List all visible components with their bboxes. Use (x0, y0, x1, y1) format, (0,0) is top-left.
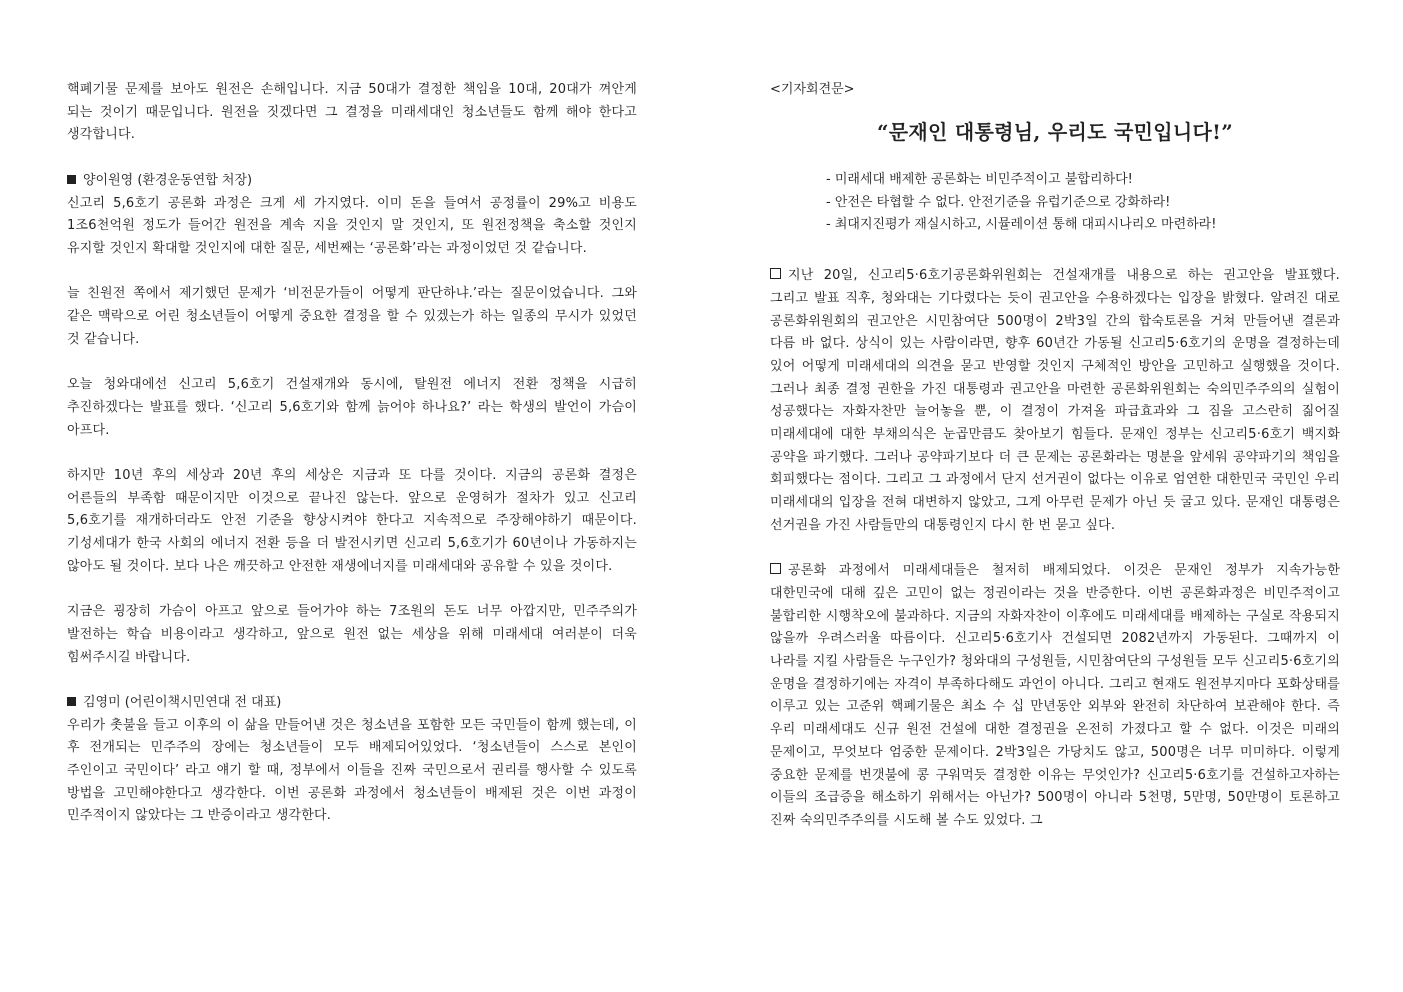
statement-paragraph-2 (770, 560, 1340, 832)
empty-square-bullet-icon (770, 268, 781, 279)
intro-paragraph: 핵폐기물 문제를 보아도 원전은 손해입니다. 지금 50대가 결정한 책임을 10대, 20대가 껴안게 되는 것이기 때문입니다. 원전을 짓겠다면 그 결정을 미래세대인 청소년들도 함께 해야 한다고 생각합니다. (67, 82, 637, 143)
claim-item: - 미래세대 배제한 공론화는 비민주적이고 불합리하다! (826, 172, 1133, 187)
claims-list (826, 169, 1340, 237)
speaker1-paragraph-1: 신고리 5,6호기 공론화 과정은 크게 세 가지였다. 이미 돈을 들여서 공정률이 29%고 비용도 1조6천억원 정도가 들어간 원전을 계속 지을 것인지 말 것인지, 또 원전정책을 축소할 것인지 유지할 것인지 확대할 것인지에 대한 질문, 세번째는 ‘공론화’라는 과정이었던 것 같습니다. (67, 195, 637, 256)
speaker1-paragraph-5: 지금은 굉장히 가슴이 아프고 앞으로 들어가야 하는 7조원의 돈도 너무 아깝지만, 민주주의가 발전하는 학습 비용이라고 생각하고, 앞으로 원전 없는 세상을 위해 미래세대 여러분이 더욱 힘써주시길 바랍니다. (67, 604, 637, 665)
statement-paragraph-2-text: 공론화 과정에서 미래세대들은 철저히 배제되었다. 이것은 문재인 정부가 지속가능한 대한민국에 대해 깊은 고민이 없는 정권이라는 것을 반증한다. 이번 공론화과정은 비민주적이고 불합리한 시행착오에 불과하다. 지금의 자화자찬이 이후에도 미래세대를 배제하는 구실로 작용되지 않을까 우려스러울 따름이다. 신고리5·6호기사 건설되면 2082년까지 가동된다. 그때까지 이 나라를 지킬 사람들은 누구인가? 청와대의 구성원들, 시민참여단의 구성원들 모두 신고리5·6호기의 운명을 결정하기에는 자격이 부족하다해도 과언이 아니다. 그리고 현재도 원전부지마다 포화상태를 이루고 있는 고준위 핵폐기물은 최소 수 십 만년동안 외부와 완전히 차단하여 보관해야 한다. 즉 우리 미래세대도 신규 원전 건설에 대한 결정권을 온전히 가졌다고 할 수 없다. 이것은 미래의 문제이고, 무엇보다 엄중한 문제이다. 2박3일은 가당치도 않고, 500명은 너무 미미하다. 이렇게 중요한 문제를 번갯불에 콩 구워먹듯 결정한 이유는 무엇인가? 신고리5·6호기를 건설하고자하는 이들의 조급증을 해소하기 위해서는 아닌가? 500명이 아니라 5천명, 5만명, 50만명이 토론하고 진짜 숙의민주주의를 시도해 볼 수도 있었다. 그 (770, 563, 1340, 828)
claim-item: - 최대지진평가 재실시하고, 시뮬레이션 통해 대피시나리오 마련하라! (826, 217, 1217, 233)
left-column (67, 79, 637, 828)
speaker-heading-2 (67, 692, 637, 715)
speaker1-paragraph-3: 오늘 청와대에선 신고리 5,6호기 건설재개와 동시에, 탈원전 에너지 전환 정책을 시급히 추진하겠다는 발표를 했다. ‘신고리 5,6호기와 함께 늙어야 하나요?’ 라는 학생의 발언이 가슴이 아프다. (67, 377, 637, 438)
speaker-name-1: 양이원영 (환경운동연합 처장) (83, 172, 253, 188)
empty-square-bullet-icon (770, 563, 781, 574)
left-page (0, 0, 701, 992)
statement-paragraph-1-text: 지난 20일, 신고리5·6호기공론화위원회는 건설재개를 내용으로 하는 권고안을 발표했다. 그리고 발표 직후, 청와대는 기다렸다는 듯이 권고안을 수용하겠다는 입장을 밝혔다. 알려진 대로 공론화위원회의 권고안은 시민참여단 500명이 2박3일 간의 합숙토론을 거쳐 만들어낸 결론과 다름 바 없다. 상식이 있는 사람이라면, 향후 60년간 가동될 신고리5·6호기의 운명을 결정하는데 있어 어떻게 미래세대의 의견을 묻고 반영할 것인지 구체적인 방안을 고민하고 실행했을 것이다. 그러나 최종 결정 권한을 가진 대통령과 권고안을 마련한 공론화위원회는 숙의민주주의의 실험이 성공했다는 자화자찬만 늘어놓을 뿐, 이 결정이 가져올 파급효과와 그 짐을 고스란히 짊어질 미래세대에 대한 부채의식은 눈곱만큼도 찾아보기 힘들다. 문재인 정부는 신고리5·6호기 백지화 공약을 파기했다. 그러나 공약파기보다 더 큰 문제는 공론화라는 명분을 앞세워 공약파기의 책임을 회피했다는 점이다. 그리고 그 과정에서 단지 선거권이 없다는 이유로 엄연한 대한민국 국민인 우리 미래세대의 입장을 전혀 대변하지 않았고, 그게 아무런 문제가 아닌 듯 굴고 있다. 문재인 대통령은 선거권을 가진 사람들만의 대통령인지 다시 한 번 묻고 싶다. (770, 268, 1340, 533)
speaker-name-2: 김영미 (어린이책시민연대 전 대표) (83, 694, 282, 710)
document-tag: <기자회견문> (770, 82, 855, 97)
statement-paragraph-1 (770, 265, 1340, 537)
speaker2-paragraph-1: 우리가 촛불을 들고 이후의 이 삶을 만들어낸 것은 청소년을 포함한 모든 국민들이 함께 했는데, 이 후 전개되는 민주주의 장에는 청소년들이 모두 배제되어있었다. ‘청소년들이 스스로 본인이 주인이고 국민이다’ 라고 얘기 할 때, 정부에서 이들을 진짜 국민으로서 권리를 행사할 수 있도록 방법을 고민해야한다고 생각한다. 이번 공론화 과정에서 청소년들이 배제된 것은 이번 과정이 민주적이지 않았다는 그 반증이라고 생각한다. (67, 717, 637, 824)
speaker-heading-1 (67, 170, 637, 193)
right-page (702, 0, 1403, 992)
speaker1-paragraph-4: 하지만 10년 후의 세상과 20년 후의 세상은 지금과 또 다를 것이다. 지금의 공론화 결정은 어른들의 부족함 때문이지만 이것으로 끝나진 않는다. 앞으로 운영허가 절차가 있고 신고리 5,6호기를 재개하더라도 안전 기준을 향상시켜야 한다고 지속적으로 주장해야하기 때문이다. 기성세대가 한국 사회의 에너지 전환 등을 더 발전시키면 신고리 5,6호기가 60년이나 가동하지는 않아도 될 것이다. 보다 나은 깨끗하고 안전한 재생에너지를 미래세대와 공유할 수 있을 것이다. (67, 467, 637, 574)
claim-item: - 안전은 타협할 수 없다. 안전기준을 유럽기준으로 강화하라! (826, 194, 1171, 210)
document-title: “문재인 대통령님, 우리도 국민입니다!” (876, 120, 1234, 144)
speaker1-paragraph-2: 늘 친원전 쪽에서 제기했던 문제가 ‘비전문가들이 어떻게 판단하냐.’라는 질문이었습니다. 그와 같은 맥락으로 어린 청소년들이 어떻게 중요한 결정을 할 수 있겠는가 하는 일종의 무시가 있었던 것 같습니다. (67, 286, 637, 347)
right-column (770, 79, 1340, 833)
black-square-bullet-icon (67, 175, 76, 184)
black-square-bullet-icon (67, 697, 76, 706)
